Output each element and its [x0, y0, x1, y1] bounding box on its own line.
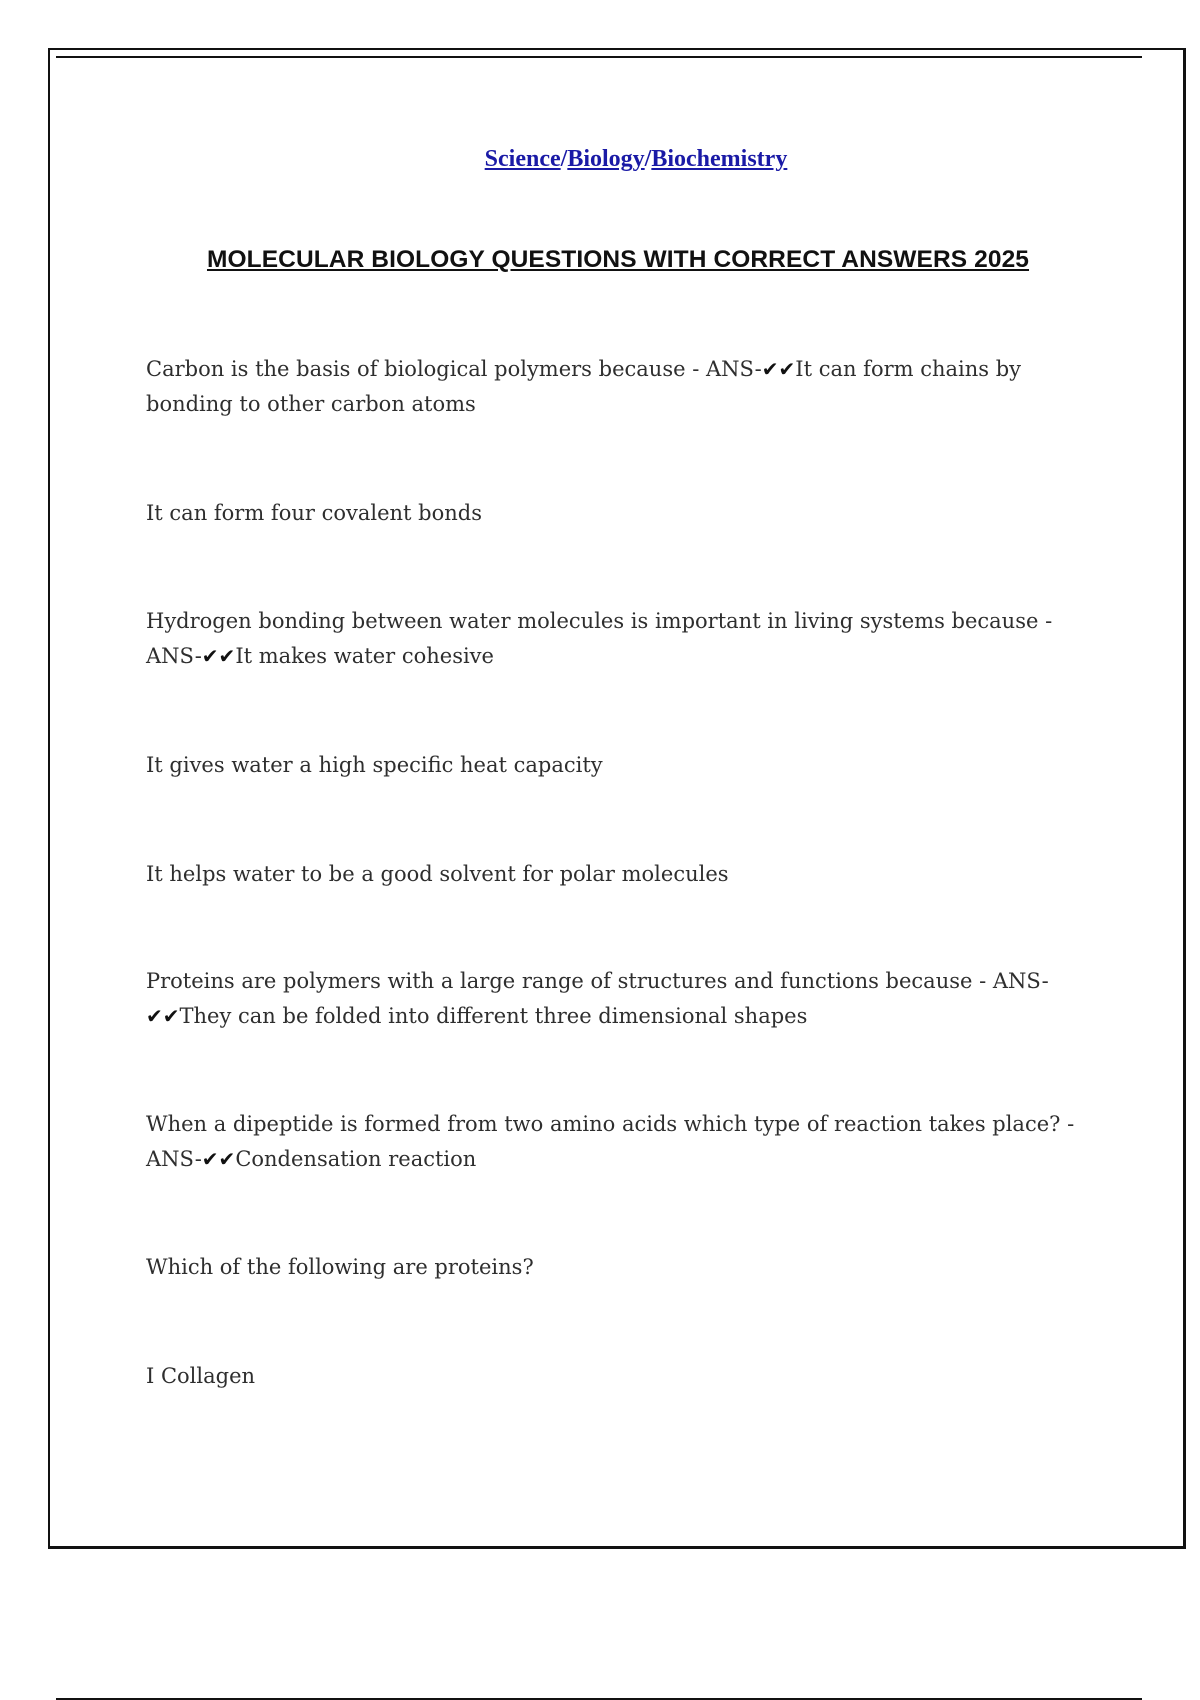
answer-text: It can form chains by bonding to other carbon atoms — [146, 357, 1022, 416]
answer-text: They can be folded into different three dimensional shapes — [179, 1004, 808, 1028]
breadcrumb-link-biochemistry[interactable]: Biochemistry — [651, 146, 788, 172]
qa-entry — [146, 352, 1086, 422]
option-text: I Collagen — [146, 1364, 256, 1388]
answer-line — [146, 857, 1086, 892]
qa-entry — [146, 964, 1086, 1034]
breadcrumb-separator: / — [560, 146, 568, 172]
breadcrumb-separator: / — [644, 146, 652, 172]
breadcrumb-link-science[interactable]: Science — [484, 146, 561, 172]
question-line — [146, 1250, 1086, 1285]
answer-line — [146, 496, 1086, 531]
question-text: When a dipeptide is formed from two amino acids which type of reaction takes place? - ANS- — [146, 1112, 1075, 1171]
qa-entry — [146, 1107, 1086, 1177]
qa-entry — [146, 604, 1086, 674]
breadcrumb — [0, 146, 1200, 173]
answer-text: It gives water a high specific heat capacity — [146, 753, 603, 777]
question-text: Which of the following are proteins? — [146, 1255, 534, 1279]
top-rule — [56, 56, 1142, 58]
answer-text: It makes water cohesive — [235, 644, 494, 668]
double-check-icon: ✔✔ — [201, 644, 236, 668]
double-check-icon: ✔✔ — [761, 357, 796, 381]
answer-text: It can form four covalent bonds — [146, 501, 482, 525]
answer-text: Condensation reaction — [235, 1147, 477, 1171]
option-line — [146, 1359, 1086, 1394]
document-title: MOLECULAR BIOLOGY QUESTIONS WITH CORRECT ANSWERS 2025 — [206, 246, 1030, 273]
breadcrumb-link-biology[interactable]: Biology — [567, 146, 645, 172]
question-text: Proteins are polymers with a large range of structures and functions because - ANS- — [146, 969, 1049, 993]
answer-text: It helps water to be a good solvent for polar molecules — [146, 862, 729, 886]
question-text: Hydrogen bonding between water molecules is important in living systems because - ANS- — [146, 609, 1053, 668]
question-text: Carbon is the basis of biological polymers because - ANS- — [146, 357, 762, 381]
double-check-icon: ✔✔ — [201, 1147, 236, 1171]
answer-line — [146, 748, 1086, 783]
double-check-icon: ✔✔ — [146, 1004, 180, 1028]
